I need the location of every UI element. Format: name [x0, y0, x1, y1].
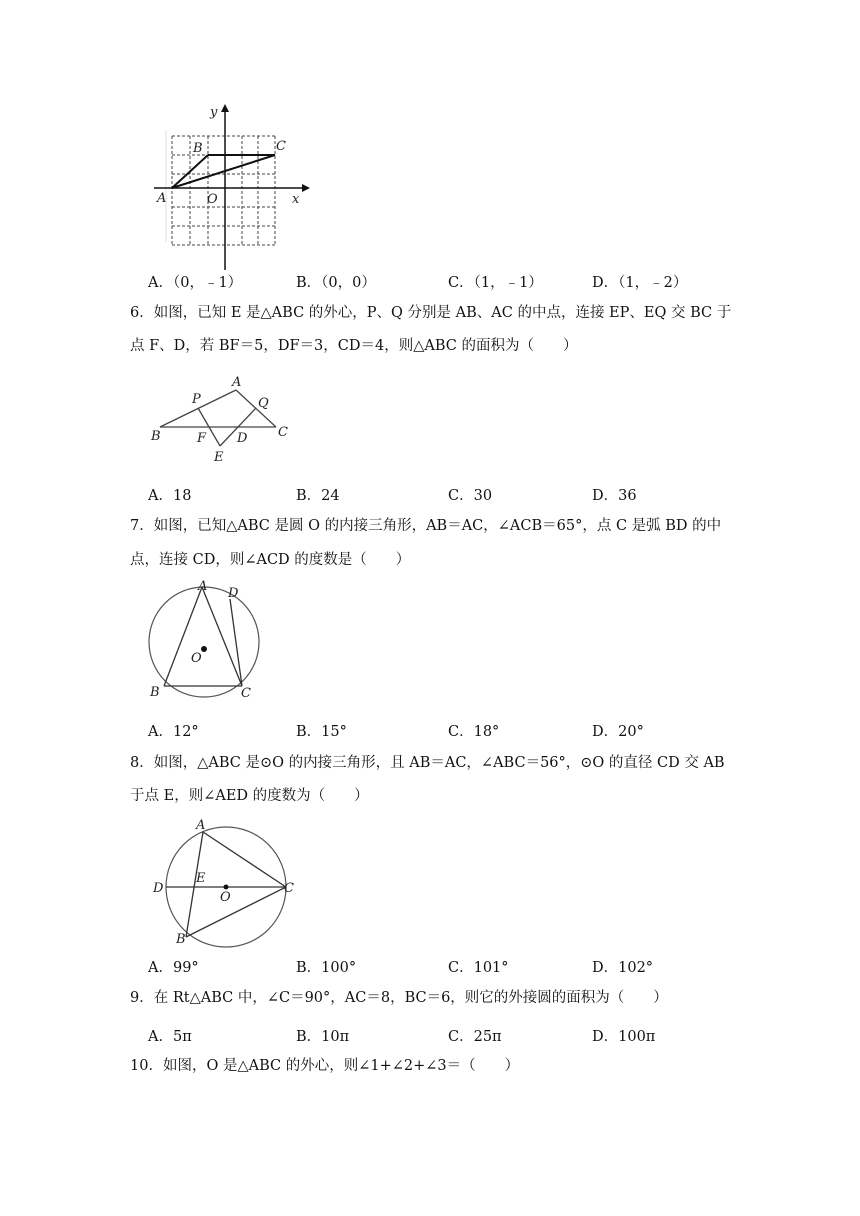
q9-line-1: 9．在 Rt△ABC 中，∠C＝90°，AC＝8，BC＝6，则它的外接圆的面积为（ ） — [130, 990, 668, 1006]
q6-line-1: 6．如图，已知 E 是△ABC 的外心，P、Q 分别是 AB、AC 的中点，连接 EP、EQ 交 BC 于 — [130, 305, 732, 321]
q9-options — [148, 1025, 788, 1051]
q5-label-x: x — [292, 192, 300, 207]
q5-label-o: O — [207, 192, 218, 207]
q5-grid — [172, 136, 275, 245]
q7-line-2: 点，连接 CD，则∠ACD 的度数是（ ） — [130, 552, 411, 568]
q6-label-q: Q — [258, 396, 269, 411]
q7-circle-figure — [144, 578, 264, 703]
q5-label-b: B — [193, 141, 203, 156]
q6-label-p: P — [192, 392, 201, 407]
q5-label-y: y — [210, 105, 218, 120]
q5-label-c: C — [276, 139, 286, 154]
q6-label-e: E — [214, 450, 224, 465]
q7-options — [148, 720, 788, 746]
q5-option-c[interactable]: C．（1，﹣1） — [448, 275, 543, 291]
q6-option-b[interactable]: B．24 — [296, 488, 340, 504]
q8-label-o: O — [220, 890, 231, 905]
q6-label-c: C — [278, 425, 288, 440]
q5-parallelogram — [172, 155, 275, 188]
q9-option-d[interactable]: D．100π — [592, 1029, 656, 1045]
q6-label-d: D — [237, 431, 248, 446]
q8-line-2: 于点 E，则∠AED 的度数为（ ） — [130, 788, 369, 804]
q6-line-2: 点 F、D，若 BF＝5，DF＝3，CD＝4，则△ABC 的面积为（ ） — [130, 338, 578, 354]
q5-label-a: A — [157, 191, 167, 206]
q7-label-a: A — [198, 579, 208, 594]
q5-options — [148, 271, 788, 297]
q7-option-d[interactable]: D．20° — [592, 724, 644, 740]
q7-line-1: 7．如图，已知△ABC 是圆 O 的内接三角形，AB＝AC，∠ACB＝65°，点 C 是弧 BD 的中 — [130, 518, 722, 534]
q6-triangle-figure — [148, 372, 298, 467]
q9-option-c[interactable]: C．25π — [448, 1029, 502, 1045]
q6-option-c[interactable]: C．30 — [448, 488, 493, 504]
q8-option-c[interactable]: C．101° — [448, 960, 509, 976]
q8-label-e: E — [196, 871, 206, 886]
q6-option-a[interactable]: A．18 — [148, 488, 192, 504]
q5-option-d[interactable]: D．（1，﹣2） — [592, 275, 688, 291]
q5-coordinate-figure — [150, 100, 320, 275]
q5-option-a[interactable]: A．（0，﹣1） — [148, 275, 243, 291]
q6-label-b: B — [151, 429, 161, 444]
q9-option-a[interactable]: A．5π — [148, 1029, 192, 1045]
q7-option-c[interactable]: C．18° — [448, 724, 500, 740]
q8-label-a: A — [196, 818, 206, 833]
q8-option-b[interactable]: B．100° — [296, 960, 357, 976]
q8-options — [148, 956, 788, 982]
q5-option-b[interactable]: B．（0，0） — [296, 275, 376, 291]
q10-line-1: 10．如图，O 是△ABC 的外心，则∠1+∠2+∠3＝（ ） — [130, 1058, 520, 1074]
q7-option-b[interactable]: B．15° — [296, 724, 347, 740]
q7-label-d: D — [228, 586, 239, 601]
q8-option-d[interactable]: D．102° — [592, 960, 654, 976]
q8-label-d: D — [153, 881, 164, 896]
q8-option-a[interactable]: A．99° — [148, 960, 199, 976]
q6-option-d[interactable]: D．36 — [592, 488, 637, 504]
q7-label-c: C — [241, 686, 251, 701]
q7-option-a[interactable]: A．12° — [148, 724, 199, 740]
q7-label-b: B — [150, 685, 160, 700]
q7-label-o: O — [191, 651, 202, 666]
q6-label-a: A — [232, 375, 242, 390]
q8-label-b: B — [176, 932, 186, 947]
q6-label-f: F — [197, 431, 207, 446]
q8-label-c: C — [284, 881, 294, 896]
q8-circle-figure — [148, 815, 308, 950]
q6-options — [148, 484, 788, 510]
q9-option-b[interactable]: B．10π — [296, 1029, 350, 1045]
q8-line-1: 8．如图，△ABC 是⊙O 的内接三角形，且 AB＝AC，∠ABC＝56°，⊙O 的直径 CD 交 AB — [130, 755, 725, 771]
